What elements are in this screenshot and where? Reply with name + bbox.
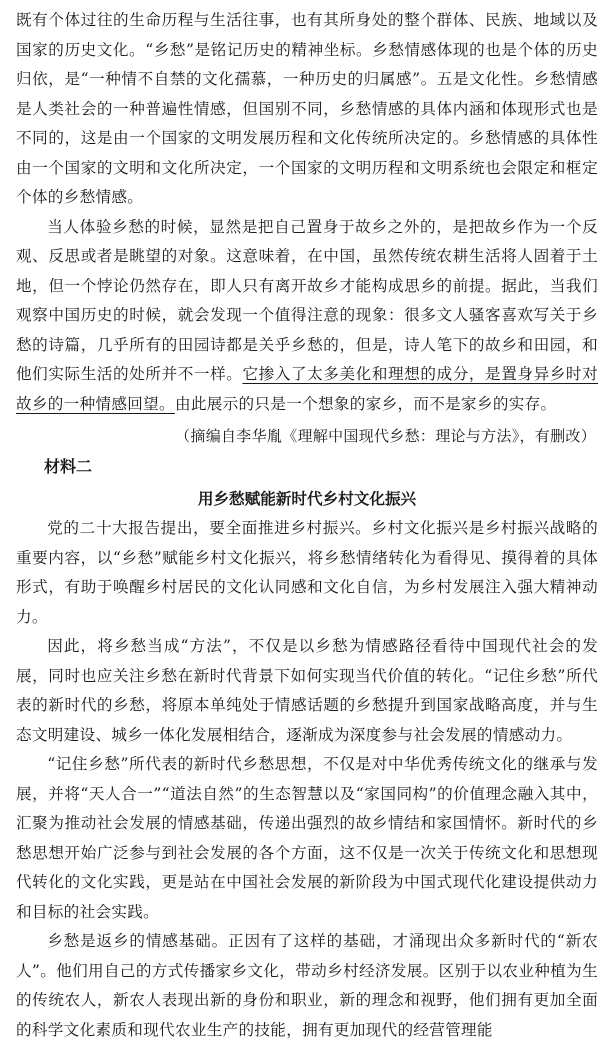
paragraph: 因此，将乡愁当成“方法”，不仅是以乡愁为情感路径看待中国现代社会的发展，同时也应关注乡愁在新时代背景下如何实现当代价值的转化。“记住乡愁”所代表的新时代的乡愁，将原本单纯处于情感话题的乡愁提升到国家战略高度，并与生态文明建设、城乡一体化发展相结合，逐渐成为深度参与社会发展的情感动力。: [16, 637, 598, 744]
section-label: 材料二: [44, 457, 93, 476]
underlined-sentence: 它掺入了太多美化和理想的成分，是置身异乡时对故乡的一种情感回望。: [16, 365, 598, 413]
paragraph-hometown-reflection: [16, 213, 598, 420]
source-citation: （摘编自李华胤《理解中国现代乡愁：理论与方法》，有删改）: [175, 427, 596, 445]
paragraph-continued: [16, 6, 598, 213]
paragraph: 党的二十大报告提出，要全面推进乡村振兴。乡村文化振兴是乡村振兴战略的重要内容，以“乡愁”赋能乡村文化振兴，将乡愁情绪转化为看得见、摸得着的具体形式，有助于唤醒乡村居民的文化认同感和文化自信，为乡村发展注入强大精神动力。: [16, 519, 598, 626]
paragraph-text-end: 由此展示的只是一个想象的家乡，而不是家乡的实存。: [174, 394, 557, 413]
paragraph-text: 既有个体过往的生命历程与生活往事，也有其所身处的整个群体、民族、地域以及国家的历史文化。“乡愁”是铭记历史的精神坐标。乡愁情感体现的也是个体的历史归依，是“一种情不自禁的文化孺慕，一种历史的归属感”。五是文化性。乡愁情感是人类社会的一种普遍性情感，但国别不同，乡愁情感的具体内涵和体现形式也是不同的，这是由一个国家的文明发展历程和文化传统所决定的。乡愁情感的具体性由一个国家的文明和文化所决定，一个国家的文明历程和文明系统也会限定和框定个体的乡愁情感。: [16, 11, 598, 206]
paragraph: 乡愁是返乡的情感基础。正因有了这样的基础，才涌现出众多新时代的“新农人”。他们用自己的方式传播家乡文化，带动乡村经济发展。区别于以农业种植为生的传统农人，新农人表现出新的身份和职业，新的理念和视野，他们拥有更加全面的科学文化素质和现代农业生产的技能，拥有更加现代的经营管理能: [16, 932, 598, 1039]
article-title: 用乡愁赋能新时代乡村文化振兴: [197, 490, 417, 508]
paragraph: “记住乡愁”所代表的新时代乡愁思想，不仅是对中华优秀传统文化的继承与发展，并将“天人合一”“道法自然”的生态智慧以及“家国同构”的价值理念融入其中，汇聚为推动社会发展的情感基础，传递出强烈的故乡情结和家国情怀。新时代的乡愁思想开始广泛参与到社会发展的各个方面，这不仅是一次关于传统文化和思想现代转化的文化实践，更是站在中国社会发展的新阶段为中国式现代化建设提供动力和目标的社会实践。: [16, 755, 598, 921]
paragraph-text: 当人体验乡愁的时候，显然是把自己置身于故乡之外的，是把故乡作为一个反观、反思或者是眺望的对象。这意味着，在中国，虽然传统农耕生活将人固着于土地，但一个悖论仍然存在，即人只有离开故乡才能构成思乡的前提。据此，当我们观察中国历史的时候，就会发现一个值得注意的现象：很多文人骚客喜欢写关于乡愁的诗篇，几乎所有的田园诗都是关乎乡愁的，但是，诗人笔下的故乡和田园，和他们实际生活的处所并不一样。: [16, 217, 598, 383]
